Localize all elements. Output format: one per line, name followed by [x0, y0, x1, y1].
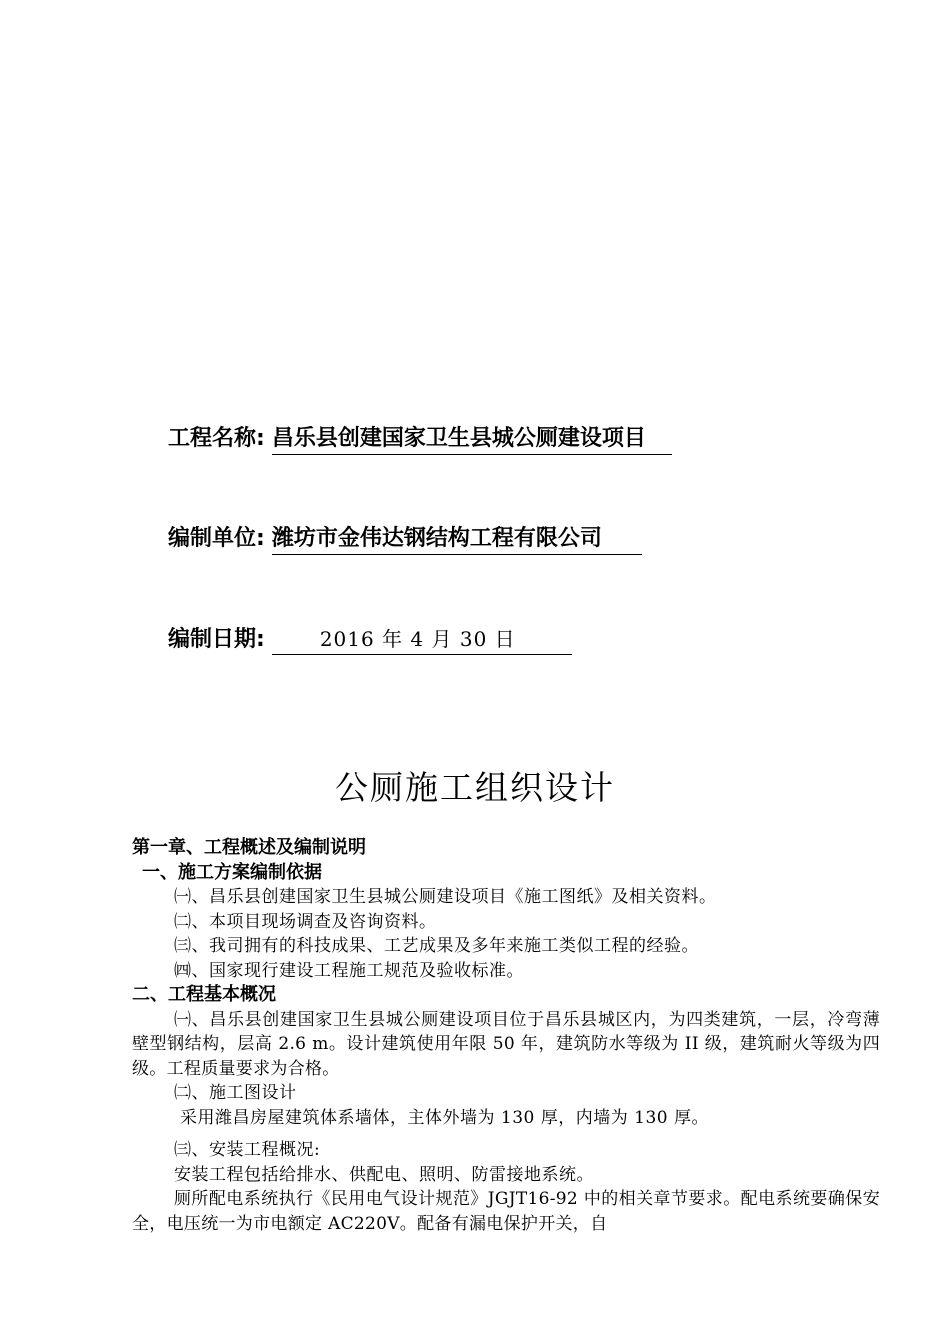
compiling-unit-row	[168, 524, 642, 555]
installation-text-1: 安装工程包括给排水、供配电、照明、防雷接地系统。	[174, 1164, 594, 1185]
compiling-date-value: 2016 年 4 月 30 日	[272, 624, 572, 655]
installation-text-2: 厕所配电系统执行《民用电气设计规范》JGJT16-92 中的相关章节要求。配电系统要确保安全，电压统一为市电额定 AC220V。配备有漏电保护开关，自	[132, 1189, 880, 1234]
project-name-value: 昌乐县创建国家卫生县城公厕建设项目	[272, 424, 672, 455]
design-text: 采用潍昌房屋建筑体系墙体，主体外墙为 130 厚，内墙为 130 厚。	[180, 1107, 710, 1128]
section-heading-basis: 一、施工方案编制依据	[142, 861, 322, 883]
installation-subheading: ㈢、安装工程概况:	[174, 1140, 321, 1160]
compiling-unit-value: 潍坊市金伟达钢结构工程有限公司	[272, 524, 642, 555]
compiling-date-row	[168, 624, 572, 655]
document-title: 公厕施工组织设计	[335, 768, 615, 807]
chapter-heading: 第一章、工程概述及编制说明	[132, 837, 366, 858]
design-subheading: ㈡、施工图设计	[174, 1083, 297, 1103]
basis-item-4: ㈣、国家现行建设工程施工规范及验收标准。	[174, 960, 524, 981]
basis-item-1: ㈠、昌乐县创建国家卫生县城公厕建设项目《施工图纸》及相关资料。	[174, 887, 717, 907]
overview-paragraph: ㈠、昌乐县创建国家卫生县城公厕建设项目位于昌乐县城区内，为四类建筑，一层，冷弯薄壁型钢结构，层高 2.6 m。设计建筑使用年限 50 年，建筑防水等级为 II 级，建筑耐火等级为四级。工程质量要求为合格。	[132, 1009, 880, 1079]
project-name-row	[168, 424, 672, 455]
compiling-date-label: 编制日期:	[168, 627, 265, 652]
spacer	[132, 1130, 880, 1138]
basis-item-3: ㈢、我司拥有的科技成果、工艺成果及多年来施工类似工程的经验。	[174, 936, 699, 956]
section-heading-overview: 二、工程基本概况	[132, 984, 276, 1005]
basis-item-2: ㈡、本项目现场调查及咨询资料。	[174, 911, 437, 932]
project-name-label: 工程名称:	[168, 426, 265, 451]
document-body	[132, 836, 880, 1236]
compiling-unit-label: 编制单位:	[168, 526, 265, 551]
